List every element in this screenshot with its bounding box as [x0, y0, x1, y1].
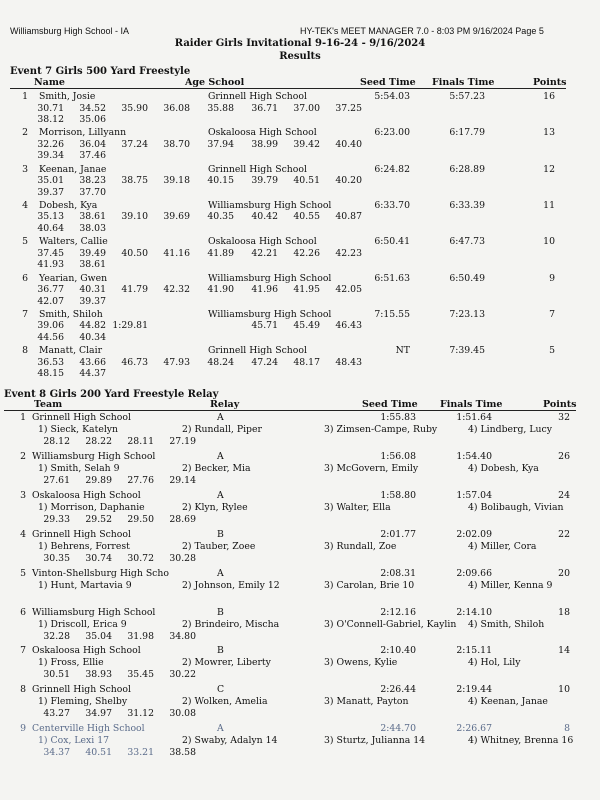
split-time: 38.12	[37, 114, 64, 125]
split-time: 42.32	[163, 284, 190, 295]
split-time: 30.51	[43, 669, 70, 681]
split-time: 38.58	[169, 747, 196, 759]
split-time: 39.18	[163, 175, 190, 187]
split-time: 35.01	[37, 175, 64, 187]
split-time: 42.26	[293, 247, 320, 259]
split-time: 38.23	[79, 175, 106, 187]
split-time: 36.08	[163, 102, 190, 114]
swimmer-name: Manatt, Clair	[39, 345, 103, 357]
split-time: 39.06	[37, 320, 64, 332]
finals-time: 2:26.67	[456, 723, 492, 735]
school-name: Williamsburg High School	[208, 308, 332, 320]
relay-swimmer: 4) Miller, Cora	[468, 540, 537, 552]
split-time: 27.19	[169, 436, 196, 447]
relay-swimmer: 3) McGovern, Emily	[324, 462, 419, 474]
relay-swimmer: 3) Carolan, Brie 10	[324, 579, 415, 591]
column-finals-time: Finals Time	[440, 399, 503, 410]
finals-time: 1:51.64	[456, 412, 492, 423]
points: 11	[543, 199, 555, 211]
split-time: 42.21	[251, 247, 278, 259]
points: 9	[549, 272, 555, 284]
column-seed-time: Seed Time	[362, 399, 418, 410]
school-name: Oskaloosa High School	[208, 236, 317, 248]
split-time: 29.14	[169, 474, 196, 486]
split-time: 29.33	[43, 513, 70, 525]
split-time: 36.77	[37, 284, 64, 295]
split-time: 48.24	[207, 356, 234, 368]
split-time: 31.12	[127, 708, 154, 720]
split-time: 28.69	[169, 513, 196, 525]
split-time: 40.31	[79, 284, 106, 295]
place: 9	[20, 723, 26, 735]
split-time: 44.82	[79, 320, 106, 332]
split-time: 30.22	[169, 669, 196, 681]
split-time: 48.15	[37, 368, 64, 380]
place: 6	[20, 606, 26, 618]
relay-swimmer: 4) Whitney, Brenna 16	[468, 735, 574, 747]
seed-time: 6:24.82	[374, 163, 410, 175]
points: 26	[558, 450, 570, 462]
split-time: 28.22	[85, 436, 112, 447]
split-time: 39.10	[121, 211, 148, 223]
split-time: 45.71	[251, 320, 278, 332]
column-finals-time: Finals Time	[432, 77, 495, 88]
team-name: Grinnell High School	[32, 684, 131, 696]
split-time: 37.24	[121, 138, 148, 150]
split-time: 46.43	[335, 320, 362, 332]
finals-time: 6:28.89	[449, 163, 485, 175]
split-time: 29.52	[85, 513, 112, 525]
split-time: 38.75	[121, 175, 148, 187]
split-time: 40.51	[85, 747, 112, 759]
points: 7	[549, 308, 555, 320]
points: 8	[564, 723, 570, 735]
relay-swimmer: 4) Dobesh, Kya	[468, 462, 539, 474]
team-name: Vinton-Shellsburg High Scho	[32, 567, 169, 579]
swimmer-name: Yearian, Gwen	[39, 272, 108, 284]
relay-letter: A	[217, 412, 224, 423]
split-time: 45.49	[293, 320, 320, 332]
finals-time: 5:57.23	[449, 91, 485, 102]
relay-swimmer: 4) Lindberg, Lucy	[468, 424, 552, 435]
split-time: 44.56	[37, 331, 64, 343]
school-name: Grinnell High School	[208, 91, 307, 102]
school-name: Williamsburg High School - IA	[10, 26, 130, 36]
relay-swimmer: 2) Becker, Mia	[182, 462, 251, 474]
school-name: Grinnell High School	[208, 345, 307, 357]
relay-swimmer: 3) Sturtz, Julianna 14	[324, 735, 426, 747]
relay-swimmer: 1) Cox, Lexi 17	[38, 735, 110, 747]
split-time: 48.17	[293, 356, 320, 368]
split-time: 35.90	[121, 102, 148, 114]
relay-swimmer: 2) Brindeiro, Mischa	[182, 618, 280, 630]
split-time: 44.37	[79, 368, 106, 380]
split-time: 47.93	[163, 356, 190, 368]
split-time: 42.05	[335, 284, 362, 295]
relay-swimmer: 2) Klyn, Rylee	[182, 501, 248, 513]
split-time: 35.06	[79, 114, 106, 125]
split-time: 38.61	[79, 211, 106, 223]
split-time: 38.99	[251, 138, 278, 150]
points: 5	[549, 345, 555, 357]
split-time: 32.26	[37, 138, 64, 150]
split-time: 27.61	[43, 474, 70, 486]
seed-time: 2:44.70	[380, 723, 416, 735]
split-time: 35.45	[127, 669, 154, 681]
split-time: 39.37	[37, 186, 64, 198]
team-name: Williamsburg High School	[32, 606, 156, 618]
place: 8	[20, 684, 26, 696]
finals-time: 2:02.09	[456, 528, 492, 540]
points: 24	[558, 489, 570, 501]
relay-letter: A	[217, 723, 224, 735]
split-time: 41.79	[121, 284, 148, 295]
school-name: Grinnell High School	[208, 163, 307, 175]
event-8-title: Event 8 Girls 200 Yard Freestyle Relay	[4, 389, 219, 400]
finals-time: 2:15.11	[456, 645, 492, 657]
column-relay: Relay	[210, 399, 240, 410]
points: 32	[558, 412, 570, 423]
split-time: 40.15	[207, 175, 234, 187]
split-time: 46.73	[121, 356, 148, 368]
split-time: 48.43	[335, 356, 362, 368]
relay-swimmer: 1) Smith, Selah 9	[38, 462, 120, 474]
points: 10	[543, 236, 555, 248]
meet-title: Raider Girls Invitational 9-16-24 - 9/16/2024	[174, 38, 426, 49]
relay-swimmer: 4) Keenan, Janae	[468, 696, 548, 708]
relay-swimmer: 2) Tauber, Zoee	[182, 540, 256, 552]
split-time: 35.13	[37, 211, 64, 223]
software-info: HY-TEK's MEET MANAGER 7.0 - 8:03 PM 9/16/2024 Page 5	[300, 26, 544, 36]
column-team: Team	[34, 399, 63, 410]
split-time: 40.55	[293, 211, 320, 223]
place: 4	[20, 528, 26, 540]
finals-time: 7:39.45	[449, 345, 485, 357]
place: 2	[22, 127, 28, 139]
points: 12	[543, 163, 555, 175]
place: 2	[20, 450, 26, 462]
relay-swimmer: 4) Miller, Kenna 9	[468, 579, 553, 591]
school-name: Oskaloosa High School	[208, 127, 317, 139]
event-7-title: Event 7 Girls 500 Yard Freestyle	[10, 66, 191, 77]
split-time: 39.49	[79, 247, 106, 259]
split-time: 1:29.81	[112, 320, 148, 332]
split-time: 28.12	[43, 436, 70, 447]
seed-time: 1:58.80	[380, 489, 416, 501]
split-time: 41.96	[251, 284, 278, 295]
relay-swimmer: 2) Swaby, Adalyn 14	[182, 735, 278, 747]
finals-time: 1:57.04	[456, 489, 492, 501]
split-time: 37.45	[37, 247, 64, 259]
split-time: 29.50	[127, 513, 154, 525]
split-time: 37.94	[207, 138, 234, 150]
split-time: 30.28	[169, 552, 196, 564]
event-7-header-rule	[10, 88, 566, 89]
finals-time: 2:14.10	[456, 606, 492, 618]
swimmer-name: Morrison, Lillyann	[39, 127, 127, 139]
relay-letter: B	[217, 528, 224, 540]
relay-swimmer: 1) Hunt, Martavia 9	[38, 579, 132, 591]
split-time: 40.50	[121, 247, 148, 259]
place: 1	[22, 91, 28, 102]
split-time: 34.52	[79, 102, 106, 114]
team-name: Williamsburg High School	[32, 450, 156, 462]
relay-swimmer: 1) Morrison, Daphanie	[38, 501, 145, 513]
split-time: 30.72	[127, 552, 154, 564]
split-time: 41.93	[37, 259, 64, 271]
split-time: 36.71	[251, 102, 278, 114]
split-time: 34.37	[43, 747, 70, 759]
relay-swimmer: 1) Fross, Ellie	[38, 657, 104, 669]
seed-time: NT	[395, 345, 410, 357]
split-time: 40.64	[37, 222, 64, 234]
column-points: Points	[543, 399, 577, 410]
place: 1	[20, 412, 26, 423]
seed-time: 1:56.08	[380, 450, 416, 462]
split-time: 37.46	[79, 150, 106, 162]
swimmer-name: Smith, Shiloh	[39, 308, 103, 320]
finals-time: 7:23.13	[449, 308, 485, 320]
swimmer-name: Walters, Callie	[39, 236, 108, 248]
finals-time: 6:17.79	[449, 127, 485, 139]
column-name: Name	[34, 77, 65, 88]
relay-swimmer: 2) Johnson, Emily 12	[182, 579, 280, 591]
split-time: 40.42	[251, 211, 278, 223]
split-time: 37.25	[335, 102, 362, 114]
split-time: 34.97	[85, 708, 112, 720]
split-time: 30.71	[37, 102, 64, 114]
split-time: 42.07	[37, 295, 64, 307]
place: 7	[22, 308, 28, 320]
place: 4	[22, 199, 28, 211]
split-time: 31.98	[127, 630, 154, 642]
seed-time: 2:01.77	[380, 528, 416, 540]
points: 13	[543, 127, 555, 139]
place: 6	[22, 272, 28, 284]
place: 3	[22, 163, 28, 175]
split-time: 43.27	[43, 708, 70, 720]
relay-swimmer: 3) Rundall, Zoe	[324, 540, 397, 552]
split-time: 33.21	[127, 747, 154, 759]
relay-swimmer: 1) Driscoll, Erica 9	[38, 618, 127, 630]
relay-swimmer: 4) Smith, Shiloh	[468, 618, 545, 630]
relay-swimmer: 2) Rundall, Piper	[182, 424, 262, 435]
team-name: Grinnell High School	[32, 412, 131, 423]
split-time: 38.70	[163, 138, 190, 150]
seed-time: 2:12.16	[380, 606, 416, 618]
split-time: 29.89	[85, 474, 112, 486]
relay-swimmer: 1) Behrens, Forrest	[38, 540, 130, 552]
seed-time: 1:55.83	[380, 412, 416, 423]
split-time: 37.70	[79, 186, 106, 198]
finals-time: 6:33.39	[449, 199, 485, 211]
relay-swimmer: 3) Owens, Kylie	[324, 657, 398, 669]
relay-letter: A	[217, 450, 224, 462]
seed-time: 5:54.03	[374, 91, 410, 102]
points: 16	[543, 91, 555, 102]
split-time: 40.35	[207, 211, 234, 223]
event-8-header-rule	[4, 410, 576, 411]
relay-swimmer: 3) O'Connell-Gabriel, Kaylin	[324, 618, 457, 630]
school-name: Williamsburg High School	[208, 199, 332, 211]
split-time: 42.23	[335, 247, 362, 259]
seed-time: 6:33.70	[374, 199, 410, 211]
relay-letter: A	[217, 567, 224, 579]
split-time: 39.34	[37, 150, 64, 162]
split-time: 40.20	[335, 175, 362, 187]
finals-time: 6:50.49	[449, 272, 485, 284]
seed-time: 6:51.63	[374, 272, 410, 284]
split-time: 41.16	[163, 247, 190, 259]
seed-time: 7:15.55	[374, 308, 410, 320]
split-time: 38.03	[79, 222, 106, 234]
relay-swimmer: 2) Mowrer, Liberty	[182, 657, 271, 669]
school-name: Williamsburg High School	[208, 272, 332, 284]
split-time: 35.88	[207, 102, 234, 114]
team-name: Oskaloosa High School	[32, 645, 141, 657]
relay-letter: B	[217, 606, 224, 618]
seed-time: 2:08.31	[380, 567, 416, 579]
split-time: 47.24	[251, 356, 278, 368]
split-time: 43.66	[79, 356, 106, 368]
relay-swimmer: 1) Fleming, Shelby	[38, 696, 128, 708]
split-time: 39.37	[79, 295, 106, 307]
split-time: 40.87	[335, 211, 362, 223]
split-time: 36.04	[79, 138, 106, 150]
split-time: 39.42	[293, 138, 320, 150]
relay-letter: B	[217, 645, 224, 657]
place: 5	[20, 567, 26, 579]
split-time: 36.53	[37, 356, 64, 368]
place: 5	[22, 236, 28, 248]
split-time: 39.69	[163, 211, 190, 223]
relay-swimmer: 3) Walter, Ella	[324, 501, 391, 513]
column-points: Points	[533, 77, 567, 88]
team-name: Centerville High School	[32, 723, 145, 735]
split-time: 28.11	[127, 436, 154, 447]
relay-letter: C	[217, 684, 225, 696]
finals-time: 2:09.66	[456, 567, 492, 579]
split-time: 37.00	[293, 102, 320, 114]
team-name: Oskaloosa High School	[32, 489, 141, 501]
split-time: 30.74	[85, 552, 112, 564]
split-time: 39.79	[251, 175, 278, 187]
relay-swimmer: 3) Manatt, Payton	[324, 696, 409, 708]
place: 8	[22, 345, 28, 357]
relay-swimmer: 4) Hol, Lily	[468, 657, 521, 669]
swimmer-name: Keenan, Janae	[39, 163, 107, 175]
place: 3	[20, 489, 26, 501]
relay-swimmer: 3) Zimsen-Campe, Ruby	[324, 424, 438, 435]
finals-time: 2:19.44	[456, 684, 492, 696]
split-time: 30.35	[43, 552, 70, 564]
split-time: 38.93	[85, 669, 112, 681]
results-subtitle: Results	[279, 51, 321, 62]
split-time: 41.95	[293, 284, 320, 295]
swimmer-name: Smith, Josie	[39, 91, 96, 102]
place: 7	[20, 645, 26, 657]
split-time: 32.28	[43, 630, 70, 642]
split-time: 27.76	[127, 474, 154, 486]
split-time: 41.89	[207, 247, 234, 259]
split-time: 38.61	[79, 259, 106, 271]
split-time: 35.04	[85, 630, 112, 642]
points: 14	[558, 645, 570, 657]
seed-time: 6:50.41	[374, 236, 410, 248]
split-time: 34.80	[169, 630, 196, 642]
points: 18	[558, 606, 570, 618]
column-age-school: Age School	[185, 77, 245, 88]
split-time: 40.51	[293, 175, 320, 187]
finals-time: 1:54.40	[456, 450, 492, 462]
column-seed-time: Seed Time	[360, 77, 416, 88]
swimmer-name: Dobesh, Kya	[39, 199, 98, 211]
seed-time: 6:23.00	[374, 127, 410, 139]
relay-swimmer: 4) Bolibaugh, Vivian	[468, 501, 564, 513]
seed-time: 2:10.40	[380, 645, 416, 657]
split-time: 30.08	[169, 708, 196, 720]
split-time: 40.34	[79, 331, 106, 343]
relay-letter: A	[217, 489, 224, 501]
points: 20	[558, 567, 570, 579]
relay-swimmer: 2) Wolken, Amelia	[182, 696, 268, 708]
split-time: 40.40	[335, 138, 362, 150]
seed-time: 2:26.44	[380, 684, 416, 696]
finals-time: 6:47.73	[449, 236, 485, 248]
team-name: Grinnell High School	[32, 528, 131, 540]
split-time: 41.90	[207, 284, 234, 295]
points: 10	[558, 684, 570, 696]
relay-swimmer: 1) Sieck, Katelyn	[38, 424, 119, 435]
points: 22	[558, 528, 570, 540]
